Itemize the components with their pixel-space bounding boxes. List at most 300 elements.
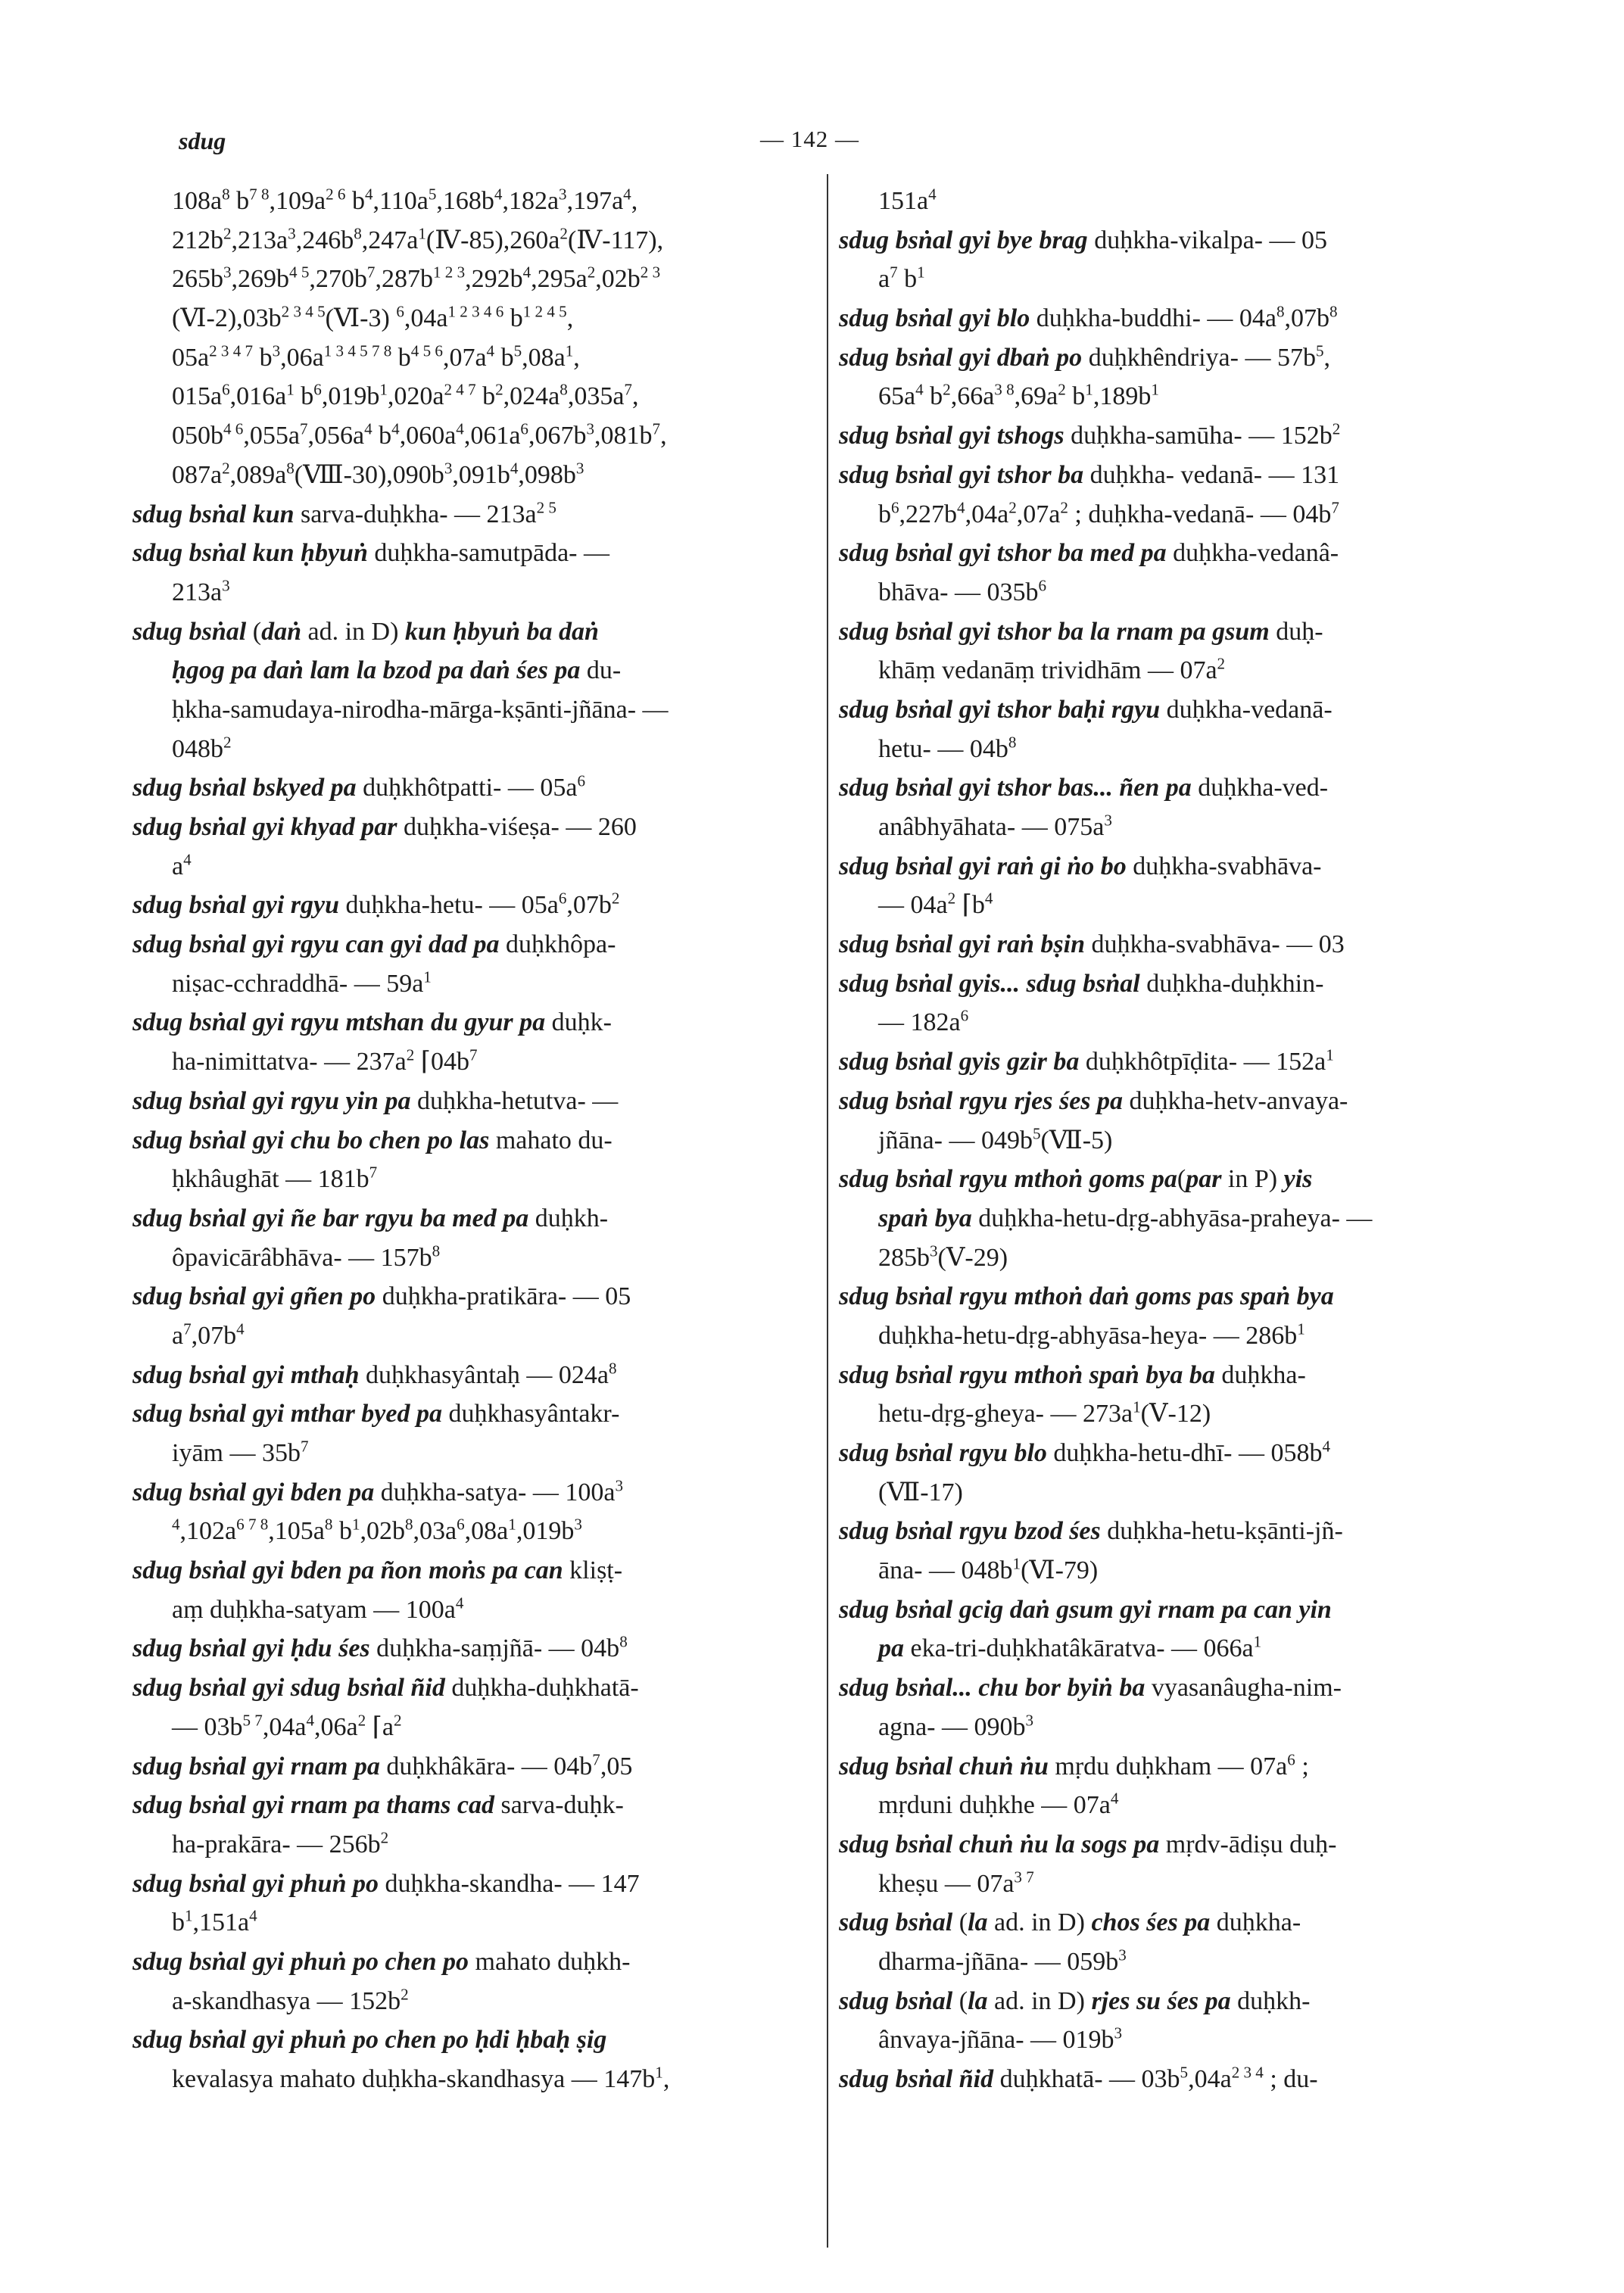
entry-line	[132, 1003, 795, 1042]
entry-text: iyām — 35b	[172, 1439, 301, 1467]
line-reference-superscript: 3	[586, 419, 595, 438]
line-reference-superscript: 2	[406, 1045, 415, 1064]
entry-text: ,295a	[531, 265, 588, 294]
entry-line	[839, 1590, 1501, 1630]
entry-line	[839, 2060, 1501, 2099]
line-reference-superscript: 2	[1060, 498, 1068, 517]
entry-continuation-line	[132, 1434, 795, 1473]
entry-text: ,07a	[442, 343, 487, 372]
line-reference-superscript: 4	[236, 1319, 245, 1338]
line-reference-superscript: 2	[222, 459, 230, 478]
entry-text: duḥkhôpa-	[499, 930, 616, 959]
entry-text: — 182a	[878, 1008, 961, 1037]
entry-text: b	[253, 343, 273, 372]
line-reference-superscript: 1	[1326, 1045, 1334, 1064]
tibetan-headword: sdug bsṅal gyi tshogs	[839, 422, 1064, 450]
entry-continuation-line	[839, 1629, 1501, 1668]
line-reference-superscript: 4	[494, 185, 503, 204]
column-divider	[827, 174, 828, 2248]
tibetan-headword: sdug bsṅal gyi chu bo chen po las	[132, 1126, 490, 1154]
entry-text: mahato duḥkh-	[469, 1947, 631, 1976]
tibetan-headword: sdug bsṅal gyi raṅ bṣin	[839, 930, 1085, 959]
entry-text: duḥkha- vedanā- — 131	[1083, 460, 1340, 489]
line-reference-superscript: 2 3 4	[1231, 2063, 1264, 2082]
entry-text: ,035a	[567, 382, 625, 411]
entry-continuation-line	[839, 573, 1501, 612]
line-reference-superscript: 1	[917, 263, 925, 282]
entry-continuation-line	[132, 651, 795, 690]
entry-text: ,098b	[518, 460, 576, 489]
line-reference-superscript: 2	[1008, 498, 1017, 517]
tibetan-headword: sdug bsṅal gyi khyad par	[132, 813, 397, 841]
line-reference-superscript: 3	[930, 1242, 938, 1260]
entry-line	[132, 768, 795, 808]
entry-text: b	[372, 422, 392, 450]
entry-text: duḥkha-svabhāva- — 03	[1085, 930, 1345, 959]
line-reference-superscript: 4 6	[223, 419, 244, 438]
line-reference-superscript: 6	[313, 381, 322, 400]
entry-line	[132, 1786, 795, 1825]
line-reference-superscript: 2	[611, 889, 620, 908]
entry-text: ,	[631, 382, 639, 411]
line-reference-superscript: 3 7	[1014, 1868, 1034, 1886]
line-reference-superscript: 7	[1331, 498, 1339, 517]
entry-text: (Ⅶ-5)	[1040, 1126, 1113, 1154]
tibetan-headword: yis	[1283, 1165, 1313, 1194]
entry-text: duḥ-	[1269, 617, 1323, 646]
entry-continuation-line	[132, 1903, 795, 1943]
entry-text: b	[172, 1908, 185, 1937]
entry-text: duḥkha-hetutva- —	[410, 1086, 619, 1115]
entry-text: ,03a	[413, 1517, 457, 1546]
entry-continuation-line	[132, 1160, 795, 1199]
entry-text: (Ⅵ-3)	[325, 304, 397, 333]
tibetan-headword: sdug bsṅal gyi rnam pa	[132, 1752, 380, 1781]
line-reference-superscript: 2 3 4 5	[281, 302, 326, 321]
line-reference-superscript: 8	[1008, 733, 1017, 752]
line-reference-superscript: 7	[366, 263, 376, 282]
line-reference-superscript: 1	[418, 224, 426, 243]
entry-text: ,04a	[1188, 2065, 1232, 2093]
entry-text: b	[391, 343, 411, 372]
line-reference-superscript: 4	[456, 419, 464, 438]
line-reference-superscript: 8	[404, 1516, 413, 1534]
entry-text: duḥkhatā- — 03b	[993, 2065, 1180, 2093]
entry-text: ,	[1323, 343, 1331, 372]
entry-text: ,06a	[314, 1712, 358, 1741]
entry-text: khāṃ vedanāṃ trividhām — 07a	[878, 656, 1217, 685]
entry-text: duḥkhâkāra- — 04b	[379, 1752, 593, 1781]
line-reference-superscript: 2 3	[640, 263, 661, 282]
line-reference-superscript: 6	[1287, 1750, 1295, 1769]
entry-text: (Ⅷ-30),090b	[294, 460, 444, 489]
entry-continuation-line	[839, 1786, 1501, 1825]
tibetan-headword: sdug bsṅal rgyu mthoṅ spaṅ bya ba	[839, 1360, 1215, 1389]
entry-text: ,020a	[387, 382, 444, 411]
line-reference-superscript: 7 8	[249, 185, 270, 204]
entry-text: ,227b	[899, 500, 958, 528]
entry-text: duḥkha-viśeṣa- — 260	[397, 813, 637, 841]
entry-text: kheṣu — 07a	[878, 1869, 1015, 1898]
line-reference-superscript: 5	[513, 341, 522, 360]
entry-line	[839, 1747, 1501, 1787]
entry-continuation-line	[132, 1316, 795, 1356]
page-number: — 142 —	[760, 126, 859, 152]
entry-line	[839, 1082, 1501, 1121]
line-reference-superscript: 8	[560, 381, 568, 400]
entry-text: duḥkh-	[528, 1204, 609, 1232]
entry-line	[132, 534, 795, 573]
left-column	[132, 182, 795, 2099]
tibetan-headword: sdug bsṅal gyi mthar byed pa	[132, 1400, 442, 1428]
entry-text: ,060a	[399, 422, 457, 450]
tibetan-headword: par	[1186, 1165, 1222, 1194]
entry-line	[839, 456, 1501, 495]
entry-text: ,091b	[452, 460, 510, 489]
entry-text: ,	[660, 422, 667, 450]
line-reference-superscript: 5	[1032, 1124, 1041, 1143]
entry-text: duḥkha-satya- — 100a	[374, 1478, 616, 1506]
entry-line	[839, 1825, 1501, 1865]
line-reference-superscript: 6	[222, 381, 230, 400]
line-reference-superscript: 4	[1322, 1437, 1330, 1456]
entry-line	[839, 416, 1501, 456]
tibetan-headword: ḥgog pa daṅ lam la bzod pa daṅ śes pa	[172, 656, 581, 685]
entry-line	[132, 808, 795, 847]
entry-text: ,081b	[594, 422, 653, 450]
line-reference-superscript: 7	[469, 1045, 478, 1064]
line-reference-superscript: 4	[915, 381, 924, 400]
line-reference-superscript: 6	[577, 771, 585, 790]
line-reference-superscript: 7	[890, 263, 898, 282]
entry-line	[132, 1629, 795, 1668]
tibetan-headword: sdug bsṅal gyi bye brag	[839, 226, 1088, 254]
entry-text: duḥkha-hetv-anvaya-	[1123, 1086, 1348, 1115]
line-reference-superscript: 4	[486, 341, 495, 360]
entry-text: ,055a	[243, 422, 300, 450]
entry-text: ;	[1295, 1752, 1309, 1781]
entry-continuation-line	[839, 886, 1501, 925]
entry-line	[839, 847, 1501, 886]
line-reference-superscript: 6	[960, 1007, 969, 1026]
entry-text: duḥkha-pratikāra- — 05	[376, 1282, 631, 1311]
entry-text: ,04a	[262, 1712, 307, 1741]
tibetan-headword: sdug bsṅal kun	[132, 500, 295, 528]
entry-line	[132, 1865, 795, 1904]
entry-text: ,270b	[309, 265, 367, 294]
entry-line	[839, 299, 1501, 338]
tibetan-headword: daṅ	[261, 617, 301, 646]
entry-line	[132, 1121, 795, 1161]
tibetan-headword: sdug bsṅal gcig daṅ gsum gyi rnam pa can yin	[839, 1595, 1332, 1624]
entry-text: āna- — 048b	[878, 1556, 1013, 1585]
entry-text: ; duḥkha-vedanā- — 04b	[1068, 500, 1332, 528]
tibetan-headword: sdug bsṅal kun ḥbyuṅ	[132, 539, 368, 568]
entry-text: a	[172, 852, 184, 880]
tibetan-headword: sdug bsṅal gyi rgyu yin pa	[132, 1086, 411, 1115]
entry-text: — 03b	[172, 1712, 243, 1741]
line-reference-superscript: 2 6	[326, 185, 346, 204]
line-reference-superscript: 3	[272, 341, 281, 360]
entry-text: ⌈a	[366, 1712, 394, 1741]
entry-text: duḥkha-samutpāda- —	[367, 539, 610, 568]
line-reference-superscript: 2	[223, 224, 232, 243]
tibetan-headword: sdug bsṅal gyi rgyu mtshan du gyur pa	[132, 1008, 546, 1037]
entry-continuation-line	[839, 182, 1501, 221]
entry-text: duḥkha-	[1214, 1360, 1306, 1389]
entry-text: ,05	[600, 1752, 633, 1781]
entry-continuation-line	[132, 730, 795, 769]
entry-text: duḥkha-vedanā-	[1160, 695, 1333, 724]
entry-text: (Ⅵ-79)	[1021, 1556, 1099, 1585]
entry-text: ,105a	[268, 1517, 325, 1546]
entry-continuation-line	[839, 1238, 1501, 1278]
line-reference-superscript: 2	[357, 1711, 366, 1730]
line-reference-superscript: 2	[1332, 419, 1341, 438]
tibetan-headword: la	[968, 1908, 988, 1937]
tibetan-headword: sdug bsṅal ñid	[839, 2065, 994, 2093]
entry-line	[132, 1473, 795, 1513]
line-reference-superscript: 3	[559, 185, 567, 204]
entry-continuation-line	[839, 1199, 1501, 1238]
entry-text: ,246b	[295, 226, 354, 254]
line-reference-superscript: 3	[222, 576, 230, 595]
entry-text: ,024a	[503, 382, 560, 411]
entry-text: ,07b	[566, 891, 612, 920]
line-reference-superscript: 3	[444, 459, 453, 478]
entry-continuation-line	[839, 1551, 1501, 1590]
tibetan-headword: chos śes pa	[1091, 1908, 1211, 1937]
entry-text: duḥkha-samūha- — 152b	[1064, 422, 1333, 450]
entry-text: duḥkh-	[1230, 1986, 1311, 2015]
entry-text: sarva-duḥkha- — 213a	[294, 500, 537, 528]
entry-continuation-line	[839, 730, 1501, 769]
entry-line	[132, 1943, 795, 1982]
line-reference-superscript: 1 2 3	[432, 263, 466, 282]
entry-text: duḥkhôtpatti- — 05a	[356, 774, 578, 802]
entry-continuation-line	[132, 221, 795, 260]
tibetan-headword: sdug bsṅal gyi bden pa	[132, 1478, 375, 1506]
entry-text: duḥkhasyântakr-	[441, 1400, 620, 1428]
entry-text: ,016a	[229, 382, 287, 411]
entry-text: b	[1065, 382, 1086, 411]
entry-line	[839, 338, 1501, 378]
entry-text: b	[897, 265, 918, 294]
entry-text: anâbhyāhata- — 075a	[878, 813, 1105, 841]
line-reference-superscript: 4 5	[289, 263, 310, 282]
line-reference-superscript: 1	[655, 2063, 663, 2082]
line-reference-superscript: 7	[183, 1319, 192, 1338]
entry-text: kliṣṭ-	[563, 1556, 623, 1585]
entry-text: (	[246, 617, 262, 646]
line-reference-superscript: 4	[623, 185, 631, 204]
entry-continuation-line	[132, 338, 795, 378]
entry-text: ,061a	[463, 422, 521, 450]
entry-continuation-line	[132, 964, 795, 1004]
entry-text: a-skandhasya — 152b	[172, 1986, 401, 2015]
line-reference-superscript: 5	[428, 185, 437, 204]
entry-text: 015a	[172, 382, 223, 411]
entry-text: ,247a	[361, 226, 419, 254]
entry-line	[839, 534, 1501, 573]
entry-text: duḥkhôtpīḍita- — 152a	[1079, 1048, 1326, 1076]
line-reference-superscript: 4	[928, 185, 937, 204]
right-column	[839, 182, 1501, 2099]
entry-text: (Ⅴ-29)	[937, 1243, 1008, 1272]
entry-text: duḥkha-buddhi- — 04a	[1030, 304, 1276, 333]
line-reference-superscript: 3	[1114, 2024, 1123, 2042]
line-reference-superscript: 2	[560, 224, 568, 243]
entry-continuation-line	[132, 416, 795, 456]
entry-line	[839, 1356, 1501, 1395]
entry-text: ⌈b	[955, 891, 985, 920]
entry-continuation-line	[132, 456, 795, 495]
line-reference-superscript: 2 5	[536, 498, 556, 517]
line-reference-superscript: 4	[957, 498, 965, 517]
line-reference-superscript: 2	[1058, 381, 1066, 400]
line-reference-superscript: 7	[369, 1163, 378, 1182]
entry-text: ⌈04b	[414, 1048, 469, 1076]
entry-text: ânvaya-jñāna- — 019b	[878, 2026, 1114, 2055]
entry-continuation-line	[132, 1825, 795, 1865]
line-reference-superscript: 8	[222, 185, 230, 204]
entry-line	[839, 1434, 1501, 1473]
line-reference-superscript: 6	[558, 889, 567, 908]
entry-line	[839, 1512, 1501, 1551]
entry-text: 151a	[878, 187, 929, 215]
entry-text: ,	[566, 304, 574, 333]
line-reference-superscript: 4	[364, 419, 372, 438]
entry-text: b	[332, 1517, 352, 1546]
entry-continuation-line	[132, 690, 795, 730]
tibetan-headword: sdug bsṅal gyi phuṅ po chen po ḥdi ḥbaḥ ṣig	[132, 2026, 607, 2055]
entry-continuation-line	[839, 2020, 1501, 2060]
line-reference-superscript: 2	[223, 733, 232, 752]
line-reference-superscript: 8	[1276, 302, 1285, 321]
line-reference-superscript: 1	[286, 381, 295, 400]
entry-line	[132, 1747, 795, 1787]
entry-text: ,	[631, 187, 638, 215]
entry-text: kevalasya mahato duḥkha-skandhasya — 147b	[172, 2065, 656, 2093]
tibetan-headword: sdug bsṅal rgyu mthoṅ goms pa	[839, 1165, 1177, 1194]
entry-text: ,07b	[191, 1321, 237, 1350]
tibetan-headword: sdug bsṅal	[839, 1908, 953, 1937]
tibetan-headword: sdug bsṅal gyi sdug bsṅal ñid	[132, 1674, 445, 1703]
line-reference-superscript: 5	[1315, 341, 1324, 360]
entry-text: a	[878, 265, 890, 294]
line-reference-superscript: 2 3 4 7	[209, 341, 254, 360]
entry-line	[839, 925, 1501, 964]
tibetan-headword: rjes su śes pa	[1091, 1986, 1231, 2015]
entry-text: ,189b	[1093, 382, 1152, 411]
entry-line	[839, 1668, 1501, 1708]
tibetan-headword: sdug bsṅal gyi raṅ gi ṅo bo	[839, 852, 1127, 880]
line-reference-superscript: 2	[947, 889, 956, 908]
line-reference-superscript: 3	[615, 1476, 623, 1495]
entry-text: ,089a	[229, 460, 287, 489]
tibetan-headword: sdug bsṅal gyi ñe bar rgyu ba med pa	[132, 1204, 529, 1232]
entry-text: b	[229, 187, 250, 215]
entry-text: b	[294, 382, 314, 411]
line-reference-superscript: 4	[522, 263, 531, 282]
entry-text: a	[172, 1321, 184, 1350]
line-reference-superscript: 8	[609, 1359, 617, 1378]
entry-text: 213a	[172, 578, 223, 606]
entry-text: (Ⅳ-117),	[567, 226, 664, 254]
entry-line	[132, 2020, 795, 2060]
entry-text: (	[952, 1986, 968, 2015]
tibetan-headword: sdug bsṅal	[132, 617, 247, 646]
entry-text: sarva-duḥk-	[494, 1791, 624, 1820]
entry-text: b	[345, 187, 365, 215]
entry-text: ,	[573, 343, 580, 372]
entry-continuation-line	[839, 260, 1501, 299]
line-reference-superscript: 4	[510, 459, 519, 478]
entry-text: ,168b	[436, 187, 494, 215]
tibetan-headword: sdug bsṅal chuṅ ṅu	[839, 1752, 1049, 1781]
line-reference-superscript: 3	[574, 1516, 582, 1534]
tibetan-headword: sdug bsṅal	[839, 1986, 953, 2015]
entry-continuation-line	[839, 1473, 1501, 1513]
line-reference-superscript: 1 2 4 5	[522, 302, 567, 321]
entry-text: ,07a	[1016, 500, 1061, 528]
tibetan-headword: sdug bsṅal gyi bden pa ñon moṅs pa can	[132, 1556, 563, 1585]
line-reference-superscript: 1	[508, 1516, 516, 1534]
line-reference-superscript: 1	[1151, 381, 1159, 400]
entry-continuation-line	[132, 1590, 795, 1630]
entry-continuation-line	[132, 260, 795, 299]
entry-line	[132, 1394, 795, 1434]
entry-continuation-line	[132, 1512, 795, 1551]
line-reference-superscript: 4 5 6	[410, 341, 443, 360]
entry-text: duḥkha-hetu- — 05a	[339, 891, 559, 920]
entry-text: mṛduni duḥkhe — 07a	[878, 1791, 1111, 1820]
line-reference-superscript: 2	[495, 381, 503, 400]
line-reference-superscript: 8	[432, 1242, 441, 1260]
entry-text: ; du-	[1263, 2065, 1318, 2093]
line-reference-superscript: 4	[306, 1711, 314, 1730]
entry-text: duḥkha-svabhāva-	[1126, 852, 1322, 880]
line-reference-superscript: 4	[364, 185, 373, 204]
tibetan-headword: sdug bsṅal gyi dbaṅ po	[839, 343, 1083, 372]
tibetan-headword: sdug bsṅal gyi tshor bas... ñen pa	[839, 774, 1192, 802]
entry-text: ,102a	[179, 1517, 237, 1546]
line-reference-superscript: 3	[223, 263, 232, 282]
entry-continuation-line	[839, 1865, 1501, 1904]
entry-text: ,04a	[404, 304, 448, 333]
entry-text: in P)	[1221, 1165, 1284, 1194]
entry-text: ,182a	[502, 187, 560, 215]
entry-text: eka-tri-duḥkhatâkāratva- — 066a	[904, 1634, 1254, 1663]
entry-text: ,056a	[307, 422, 365, 450]
tibetan-headword: sdug bsṅal gyis gzir ba	[839, 1048, 1080, 1076]
entry-text: ,213a	[231, 226, 288, 254]
entry-text: ,02b	[360, 1517, 405, 1546]
entry-continuation-line	[839, 1003, 1501, 1042]
entry-line	[132, 612, 795, 652]
entry-continuation-line	[839, 1708, 1501, 1747]
entry-text: ,019b	[516, 1517, 575, 1546]
entry-text: ad. in D)	[301, 617, 405, 646]
line-reference-superscript: 6	[520, 419, 528, 438]
entry-text: ôpavicārâbhāva- — 157b	[172, 1243, 432, 1272]
line-reference-superscript: 6	[457, 1516, 465, 1534]
entry-text: ḥkhâughāt — 181b	[172, 1165, 369, 1194]
line-reference-superscript: 7	[300, 1437, 309, 1456]
entry-text: duḥk-	[545, 1008, 612, 1037]
entry-text: (	[952, 1908, 968, 1937]
entry-text: duḥkha-hetu-dṛg-abhyāsa-heya- — 286b	[878, 1321, 1298, 1350]
